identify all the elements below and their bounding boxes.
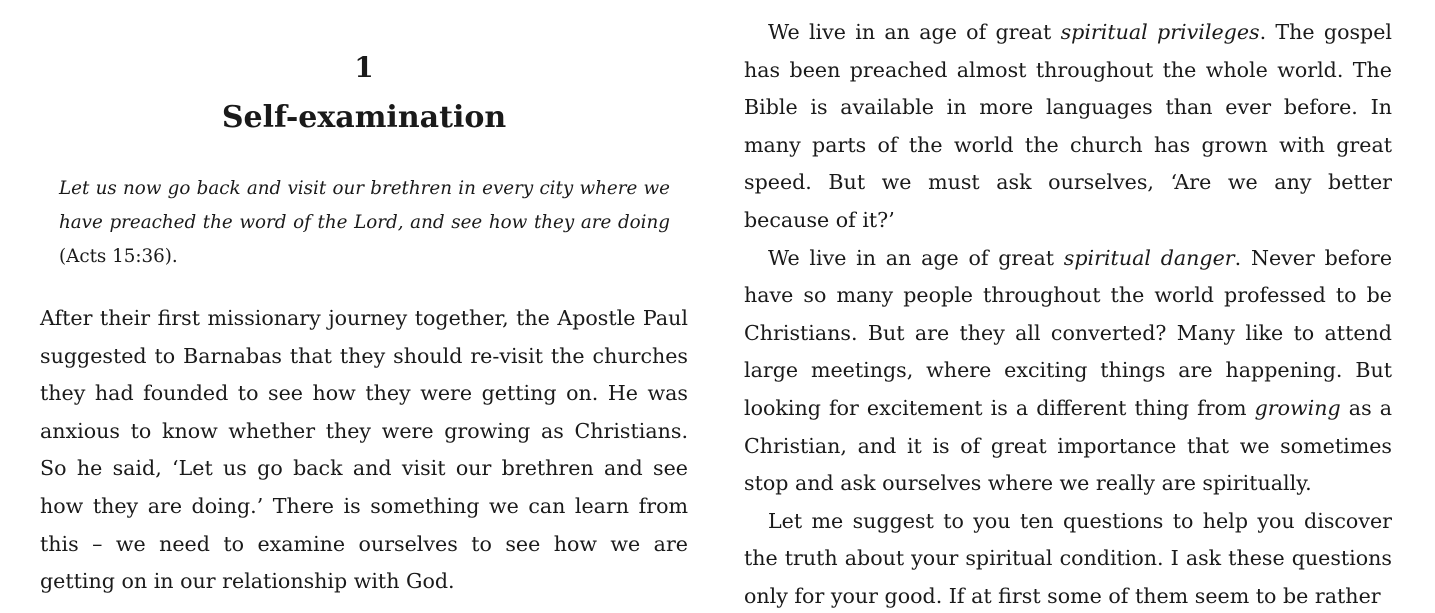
right-paragraph-1	[744, 14, 1392, 240]
epigraph-reference: (Acts 15:36).	[59, 245, 178, 267]
right-paragraph-2	[744, 240, 1392, 503]
p1-text-a: We live in an age of great	[768, 20, 1061, 44]
epigraph-quote: Let us now go back and visit our brethren in every city where we have preached the word of the Lord, and see how they are doing	[59, 178, 670, 233]
right-text	[744, 14, 1392, 613]
right-paragraph-3: Let me suggest to you ten questions to help you discover the truth about your spiritual condition. I ask these questions only for your good. If at first some of them seem to be rather	[744, 508, 1392, 608]
p2-text-b: . Never before have so many people throughout the world professed to be Christians. But are they all converted? Many like to attend large meetings, where exciting things are happening. But looking for excitement is a different thing from	[744, 245, 1393, 420]
p1-text-b: . The gospel has been preached almost throughout the whole world. The Bible is available in more languages than ever before. In many parts of the world the church has grown with great speed. But we must ask ourselves, ‘Are we any better because of it?’	[744, 20, 1393, 232]
left-paragraph: After their first missionary journey together, the Apostle Paul suggested to Barnabas that they should re-visit the churches they had founded to see how they were getting on. He was anxious to know whether they were growing as Christians. So he said, ‘Let us go back and visit our brethren and see how they are doing.’ There is something we can learn from this – we need to examine ourselves to see how we are getting on in our relationship with God.	[40, 306, 688, 594]
chapter-title: Self-examination	[221, 100, 507, 135]
p1-emphasis: spiritual privileges	[1060, 20, 1260, 44]
p2-emphasis-1: spiritual danger	[1063, 245, 1235, 270]
chapter-number: 1	[354, 51, 374, 84]
p2-emphasis-2: growing	[1254, 395, 1341, 420]
p2-text-a: We live in an age of great	[768, 245, 1064, 270]
p2-text-c: as a Christian, and it is of great importance that we sometimes stop and ask ourselves where we really are spiritually.	[744, 395, 1393, 496]
epigraph	[59, 172, 670, 273]
